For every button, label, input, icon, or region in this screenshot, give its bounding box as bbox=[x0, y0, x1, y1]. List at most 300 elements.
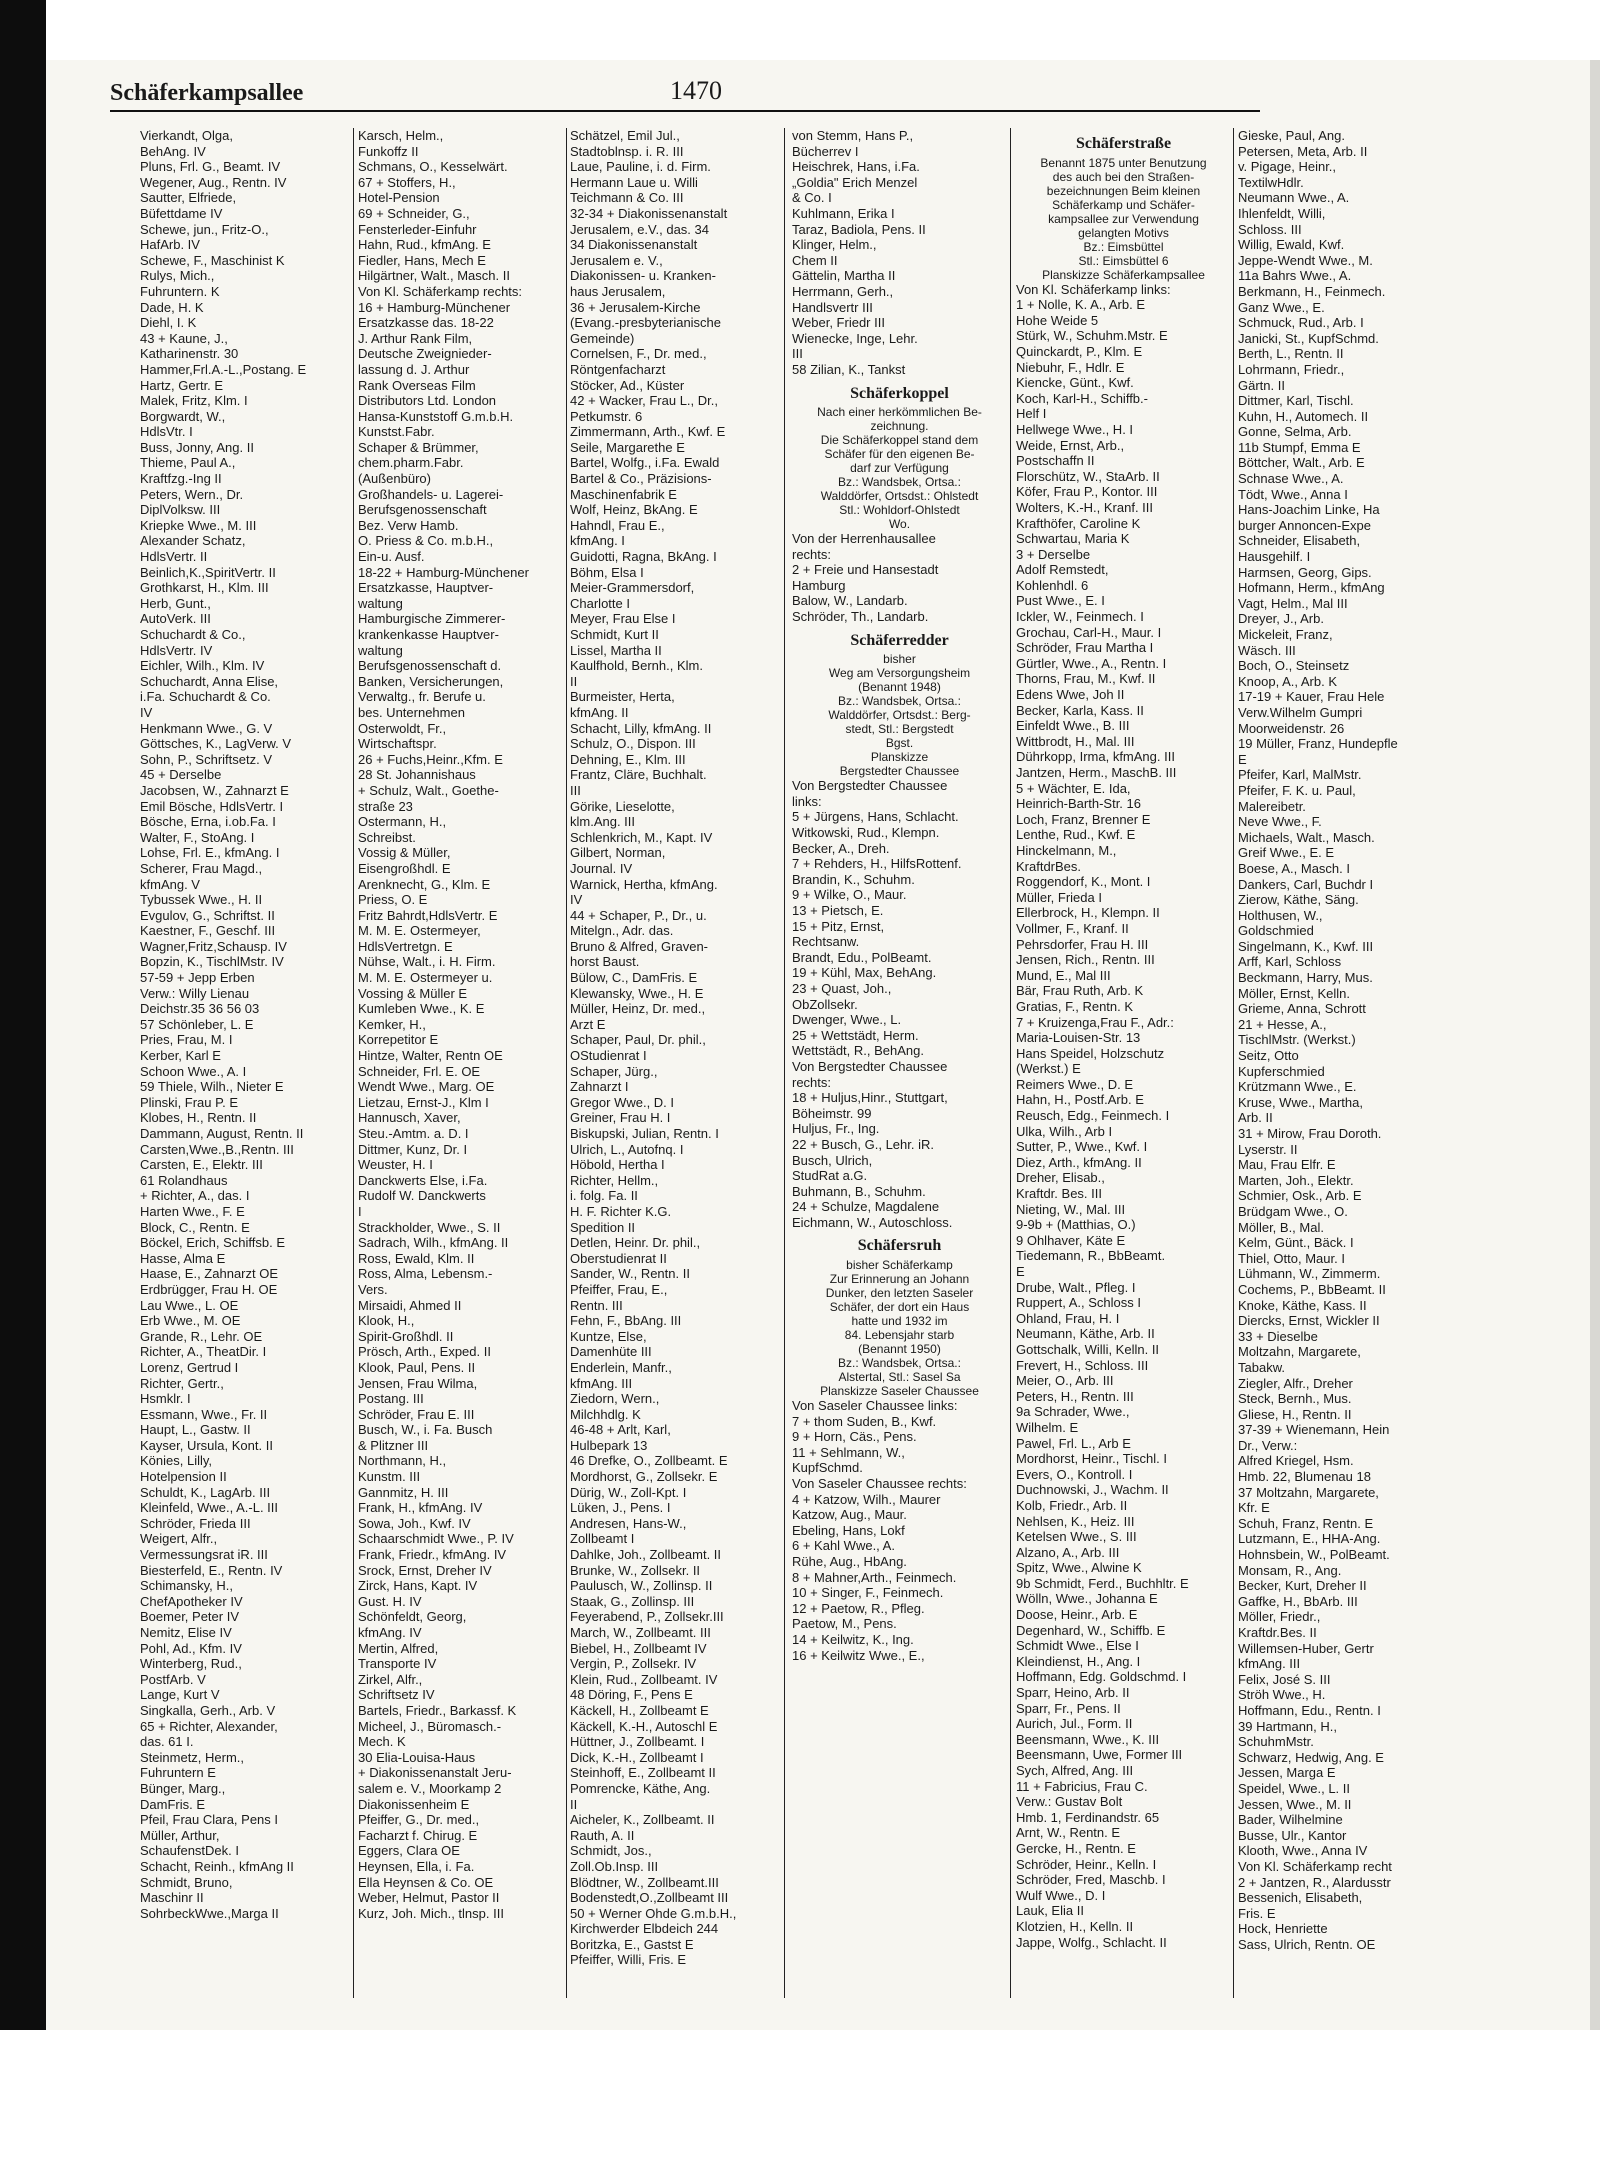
directory-entry: 37 Moltzahn, Margarete, bbox=[1238, 1484, 1379, 1500]
directory-entry: Käckell, K.-H., Autoschl E bbox=[570, 1718, 718, 1734]
directory-entry: Becker, A., Dreh. bbox=[792, 840, 890, 856]
directory-entry: Handlsvertr III bbox=[792, 299, 873, 315]
directory-entry: Von Bergstedter Chaussee bbox=[792, 1058, 948, 1074]
directory-entry: Knoop, A., Arb. K bbox=[1238, 673, 1338, 689]
directory-entry: BehAng. IV bbox=[140, 143, 206, 159]
directory-entry: Tabakw. bbox=[1238, 1359, 1285, 1375]
note-line: Zur Erinnerung an Johann bbox=[829, 1272, 970, 1287]
directory-entry: Göttsches, K., LagVerw. V bbox=[140, 736, 292, 752]
directory-entry: Harten Wwe., F. E bbox=[140, 1203, 245, 1219]
directory-entry: Von Kl. Schäferkamp recht bbox=[1238, 1858, 1392, 1874]
directory-entry: Von Kl. Schäferkamp links: bbox=[1016, 281, 1171, 297]
directory-entry: Berth, L., Rentn. II bbox=[1238, 346, 1344, 362]
directory-entry: Ersatzkasse, Hauptver- bbox=[358, 580, 494, 596]
page-number: 1470 bbox=[670, 76, 722, 105]
directory-entry: Ein-u. Ausf. bbox=[358, 549, 425, 565]
directory-entry: Hammer,Frl.A.-L.,Postang. E bbox=[140, 361, 307, 377]
directory-entry: 9 Ohlhaver, Käte E bbox=[1016, 1232, 1126, 1248]
directory-entry: Dwenger, Wwe., L. bbox=[792, 1012, 902, 1028]
directory-entry: Boemer, Peter IV bbox=[140, 1609, 239, 1625]
directory-entry: Jessen, Wwe., M. II bbox=[1238, 1796, 1352, 1812]
directory-entry: Warnick, Hertha, kfmAng. bbox=[570, 876, 718, 892]
directory-entry: Hermann Laue u. Willi bbox=[570, 174, 698, 190]
directory-entry: Pfeiffer, G., Dr. med., bbox=[358, 1812, 480, 1828]
directory-entry: Arzt E bbox=[570, 1016, 606, 1032]
directory-entry: Katzow, Aug., Maur. bbox=[792, 1507, 907, 1523]
directory-entry: Cochems, P., BbBeamt. II bbox=[1238, 1281, 1386, 1297]
directory-entry: Hannusch, Xaver, bbox=[358, 1110, 461, 1126]
directory-entry: Wäsch. III bbox=[1238, 642, 1296, 658]
directory-entry: Pfeiffer, Frau, E., bbox=[570, 1281, 668, 1297]
directory-entry: Petkumstr. 6 bbox=[570, 408, 643, 424]
directory-entry: Hoffmann, Edu., Rentn. I bbox=[1238, 1702, 1381, 1718]
directory-entry: Arb. II bbox=[1238, 1110, 1273, 1126]
directory-entry: Malereibetr. bbox=[1238, 798, 1306, 814]
directory-entry: Schnase Wwe., A. bbox=[1238, 471, 1344, 487]
directory-entry: Klotzien, H., Kelln. II bbox=[1016, 1918, 1134, 1934]
directory-entry: 32-34 + Diakonissenanstalt bbox=[570, 205, 728, 221]
directory-entry: Mickeleit, Franz, bbox=[1238, 627, 1333, 642]
note-line: Planskizze Schäferkampsallee bbox=[1042, 267, 1205, 282]
directory-entry: Greiner, Frau H. I bbox=[570, 1110, 671, 1126]
directory-entry: Hartz, Gertr. E bbox=[140, 377, 224, 393]
directory-entry: Schröder, Heinr., Kelln. I bbox=[1016, 1856, 1157, 1872]
directory-entry: Frevert, H., Schloss. III bbox=[1016, 1357, 1149, 1373]
directory-entry: links: bbox=[792, 793, 822, 809]
note-line: darf zur Verfügung bbox=[850, 461, 949, 476]
directory-entry: Kleinfeld, Wwe., A.-L. III bbox=[140, 1500, 278, 1516]
directory-entry: Schlenkrich, M., Kapt. IV bbox=[570, 829, 713, 845]
note-line: Benannt 1875 unter Benutzung bbox=[1040, 155, 1207, 170]
directory-entry: Schewe, jun., Fritz-O., bbox=[140, 221, 269, 237]
directory-entry: 9 + Horn, Cäs., Pens. bbox=[792, 1429, 917, 1445]
directory-entry: Dick, K.-H., Zollbeamt I bbox=[570, 1749, 704, 1765]
directory-entry: HdlsVertr. IV bbox=[140, 642, 213, 658]
directory-entry: E bbox=[1016, 1264, 1025, 1279]
directory-entry: Northmann, H., bbox=[358, 1453, 447, 1469]
directory-entry: HdlsVertretgn. E bbox=[358, 938, 453, 954]
directory-entry: Rechtsanw. bbox=[792, 934, 860, 950]
directory-entry: + Schulz, Walt., Goethe- bbox=[358, 782, 499, 798]
directory-entry: 43 + Kaune, J., bbox=[140, 330, 228, 346]
directory-entry: Brunke, W., Zollsekr. II bbox=[570, 1562, 701, 1578]
directory-entry: Arnt, W., Rentn. E bbox=[1016, 1825, 1121, 1841]
directory-entry: Stürk, W., Schuhm.Mstr. E bbox=[1016, 328, 1168, 344]
directory-entry: Weber, Helmut, Pastor II bbox=[358, 1890, 500, 1906]
directory-entry: Schulz, O., Dispon. III bbox=[570, 736, 696, 752]
directory-entry: Zirck, Hans, Kapt. IV bbox=[358, 1578, 478, 1594]
note-line: hatte und 1932 im bbox=[851, 1314, 948, 1329]
directory-entry: Carsten,Wwe.,B.,Rentn. III bbox=[140, 1141, 294, 1157]
directory-entry: Bünger, Marg., bbox=[140, 1780, 226, 1796]
directory-entry: Von der Herrenhausallee bbox=[792, 531, 936, 547]
directory-entry: Block, C., Rentn. E bbox=[140, 1219, 250, 1235]
directory-entry: Von Bergstedter Chaussee bbox=[792, 778, 948, 794]
directory-entry: 48 Döring, F., Pens E bbox=[570, 1687, 693, 1703]
directory-entry: Berufsgenossenschaft d. bbox=[358, 658, 502, 674]
directory-entry: DiplVolksw. III bbox=[140, 502, 221, 518]
directory-entry: Böckel, Erich, Schiffsb. E bbox=[140, 1235, 285, 1251]
directory-entry: Pust Wwe., E. I bbox=[1016, 593, 1105, 609]
directory-entry: M. M. E. Ostermeyer, bbox=[358, 923, 481, 939]
directory-entry: 17-19 + Kauer, Frau Hele bbox=[1238, 689, 1385, 705]
directory-entry: DamFris. E bbox=[140, 1796, 205, 1812]
directory-entry: Hock, Henriette bbox=[1238, 1921, 1328, 1937]
directory-entry: Detlen, Heinr. Dr. phil., bbox=[570, 1235, 701, 1251]
directory-entry: Mau, Frau Elfr. E bbox=[1238, 1157, 1336, 1173]
directory-entry: Krützmann Wwe., E. bbox=[1238, 1079, 1357, 1095]
directory-entry: Ellerbrock, H., Klempn. II bbox=[1016, 905, 1160, 921]
directory-entry: 7 + thom Suden, B., Kwf. bbox=[792, 1413, 937, 1429]
directory-entry: Fuhruntern. K bbox=[140, 283, 220, 299]
directory-entry: 13 + Pietsch, E. bbox=[792, 903, 884, 918]
directory-entry: Fris. E bbox=[1238, 1905, 1276, 1921]
directory-entry: haus Jerusalem, bbox=[570, 283, 666, 299]
directory-entry: 65 + Richter, Alexander, bbox=[140, 1718, 278, 1734]
directory-entry: Gemeinde) bbox=[570, 330, 635, 346]
directory-entry: Schmidt, Kurt II bbox=[570, 627, 659, 642]
directory-entry: Vollmer, F., Kranf. II bbox=[1016, 920, 1129, 936]
directory-entry: Zoll.Ob.Insp. III bbox=[570, 1858, 659, 1874]
directory-entry: TextilwHdlr. bbox=[1238, 174, 1304, 190]
directory-entry: Richter, Hellm., bbox=[570, 1172, 659, 1188]
directory-entry: 28 St. Johannishaus bbox=[358, 767, 476, 783]
directory-entry: 31 + Mirow, Frau Doroth. bbox=[1238, 1126, 1382, 1141]
directory-entry: 37-39 + Wienemann, Hein bbox=[1238, 1422, 1390, 1438]
directory-entry: Grochau, Carl-H., Maur. I bbox=[1016, 624, 1162, 640]
directory-entry: Malek, Fritz, Klm. I bbox=[140, 393, 248, 409]
directory-entry: ChefApotheker IV bbox=[140, 1593, 243, 1609]
street-section-note bbox=[792, 1258, 1007, 1398]
directory-entry: 36 + Jerusalem-Kirche bbox=[570, 299, 701, 315]
directory-entry: Vermessungsrat iR. III bbox=[140, 1547, 268, 1563]
directory-entry: Eggers, Clara OE bbox=[358, 1843, 460, 1859]
directory-entry: Vierkandt, Olga, bbox=[140, 128, 233, 143]
directory-entry: Vossing & Müller E bbox=[358, 985, 468, 1001]
directory-entry: Klook, Paul, Pens. II bbox=[358, 1359, 476, 1375]
directory-entry: Tybussek Wwe., H. II bbox=[140, 892, 263, 908]
directory-entry: 5 + Jürgens, Hans, Schlacht. bbox=[792, 809, 959, 825]
directory-entry: Degenhard, W., Schiffb. E bbox=[1016, 1622, 1166, 1638]
directory-entry: 18 + Huljus,Hinr., Stuttgart, bbox=[792, 1090, 948, 1106]
directory-entry: Maria-Louisen-Str. 13 bbox=[1016, 1030, 1141, 1046]
directory-entry: Hohe Weide 5 bbox=[1016, 312, 1099, 328]
directory-entry: Richter, Gertr., bbox=[140, 1375, 224, 1391]
directory-entry: Edens Wwe, Joh II bbox=[1016, 687, 1125, 703]
note-line: Nach einer herkömmlichen Be- bbox=[817, 405, 982, 420]
directory-entry: Guidotti, Ragna, BkAng. I bbox=[570, 549, 717, 565]
directory-entry: horst Baust. bbox=[570, 954, 640, 970]
directory-entry: Müller, Frieda I bbox=[1016, 889, 1102, 905]
directory-entry: Weuster, H. I bbox=[358, 1157, 433, 1173]
directory-entry: i.Fa. Schuchardt & Co. bbox=[140, 689, 271, 705]
directory-entry: Frantz, Cläre, Buchhalt. bbox=[570, 767, 707, 783]
directory-entry: Niebuhr, F., Hdlr. E bbox=[1016, 359, 1125, 375]
directory-entry: 67 + Stoffers, H., bbox=[358, 174, 456, 190]
directory-entry: 10 + Singer, F., Feinmech. bbox=[792, 1585, 944, 1601]
directory-entry: 58 Zilian, K., Tankst bbox=[792, 361, 906, 377]
directory-entry: Ströh Wwe., H. bbox=[1238, 1687, 1326, 1703]
directory-entry: Hahn, Rud., kfmAng. E bbox=[358, 237, 491, 253]
directory-entry: Diez, Arth., kfmAng. II bbox=[1016, 1154, 1142, 1170]
directory-entry: Großhandels- u. Lagerei- bbox=[358, 486, 504, 502]
note-line: Walddörfer, Ortsdst.: Berg- bbox=[828, 708, 971, 723]
directory-entry: Hansa-Kunststoff G.m.b.H. bbox=[358, 408, 514, 424]
directory-entry: Hilgärtner, Walt., Masch. II bbox=[358, 268, 510, 284]
directory-entry: 11 + Fabricius, Frau C. bbox=[1016, 1778, 1148, 1794]
directory-entry: Moltzahn, Margarete, bbox=[1238, 1344, 1361, 1360]
directory-entry: Alfred Kriegel, Hsm. bbox=[1238, 1453, 1354, 1469]
directory-entry: Peters, H., Rentn. III bbox=[1016, 1388, 1134, 1404]
street-section-title: Schäferredder bbox=[850, 631, 949, 649]
directory-entry: Hotel-Pension bbox=[358, 190, 440, 206]
column-3 bbox=[570, 128, 785, 1998]
directory-entry: Höbold, Hertha I bbox=[570, 1157, 665, 1173]
directory-entry: 2 + Freie und Hansestadt bbox=[792, 562, 939, 578]
directory-entry: Verwaltg., fr. Berufe u. bbox=[358, 689, 486, 705]
directory-entry: Boritzka, E., Gastst E bbox=[570, 1936, 694, 1952]
directory-entry: Essmann, Wwe., Fr. II bbox=[140, 1406, 268, 1422]
directory-entry: straße 23 bbox=[358, 798, 413, 814]
directory-entry: Gättelin, Martha II bbox=[792, 268, 896, 284]
column-2 bbox=[358, 128, 568, 1998]
directory-entry: Meyer, Frau Else I bbox=[570, 611, 676, 627]
directory-entry: Gottschalk, Willi, Kelln. II bbox=[1016, 1341, 1160, 1357]
directory-entry: Gregor Wwe., D. I bbox=[570, 1094, 675, 1110]
directory-entry: Schimansky, H., bbox=[140, 1578, 233, 1594]
directory-entry: Andresen, Hans-W., bbox=[570, 1515, 687, 1531]
directory-entry: Deichstr.35 36 56 03 bbox=[140, 1001, 260, 1017]
directory-entry: TischlMstr. (Werkst.) bbox=[1238, 1032, 1356, 1048]
directory-entry: Haupt, L., Gastw. II bbox=[140, 1422, 251, 1438]
directory-entry: Carsten, E., Elektr. III bbox=[140, 1157, 263, 1173]
directory-entry: Karsch, Helm., bbox=[358, 128, 444, 143]
directory-entry: Von Kl. Schäferkamp rechts: bbox=[358, 283, 523, 299]
directory-entry: Dührkopp, Irma, kfmAng. III bbox=[1016, 749, 1175, 765]
directory-entry: Lau Wwe., L. OE bbox=[140, 1297, 239, 1313]
directory-entry: Koch, Karl-H., Schiffb.- bbox=[1016, 390, 1148, 406]
directory-entry: Walter, F., StoAng. I bbox=[140, 829, 255, 845]
directory-entry: HafArb. IV bbox=[140, 237, 200, 253]
directory-entry: Charlotte I bbox=[570, 595, 630, 611]
directory-entry: 39 Hartmann, H., bbox=[1238, 1718, 1337, 1734]
directory-entry: kfmAng. I bbox=[570, 533, 625, 549]
directory-entry: Loch, Franz, Brenner E bbox=[1016, 811, 1151, 827]
directory-entry: Paulusch, W., Zollinsp. II bbox=[570, 1578, 713, 1594]
directory-entry: Wulf Wwe., D. I bbox=[1016, 1887, 1106, 1903]
directory-entry: Prösch, Arth., Exped. II bbox=[358, 1344, 491, 1360]
directory-entry: Osterwoldt, Fr., bbox=[358, 720, 447, 736]
directory-entry: Ersatzkasse das. 18-22 bbox=[358, 315, 494, 331]
directory-entry: Klooth, Wwe., Anna IV bbox=[1238, 1843, 1368, 1859]
directory-entry: Bartel, Wolfg., i.Fa. Ewald bbox=[570, 455, 720, 471]
directory-entry: Hoffmann, Edg. Goldschmd. I bbox=[1016, 1669, 1187, 1685]
directory-entry: Micheel, J., Büromasch.- bbox=[358, 1718, 502, 1734]
directory-entry: Heynsen, Ella, i. Fa. bbox=[358, 1858, 475, 1874]
directory-entry: Hmb. 22, Blumenau 18 bbox=[1238, 1469, 1371, 1485]
directory-entry: Kraftdr.Bes. II bbox=[1238, 1625, 1317, 1640]
directory-entry: 46 Drefke, O., Zollbeamt. E bbox=[570, 1453, 728, 1469]
street-section-title: Schäferstraße bbox=[1075, 135, 1172, 152]
note-line: zeichnung. bbox=[870, 419, 929, 434]
directory-entry: Burmeister, Herta, bbox=[570, 689, 675, 705]
directory-entry: Buss, Jonny, Ang. II bbox=[140, 439, 254, 455]
directory-entry: Eichler, Wilh., Klm. IV bbox=[140, 658, 265, 674]
directory-entry: II bbox=[570, 1796, 578, 1812]
directory-entry: Hmb. 1, Ferdinandstr. 65 bbox=[1016, 1809, 1160, 1825]
directory-entry: Nühse, Walt., i. H. Firm. bbox=[358, 954, 496, 970]
directory-entry: Kemker, H., bbox=[358, 1016, 426, 1032]
directory-entry: Willig, Ewald, Kwf. bbox=[1238, 237, 1345, 253]
directory-entry: kfmAng. IV bbox=[358, 1625, 422, 1640]
directory-entry: 61 Rolandhaus bbox=[140, 1172, 228, 1188]
directory-entry: Hellwege Wwe., H. I bbox=[1016, 421, 1134, 437]
directory-entry: Diakonissen- u. Kranken- bbox=[570, 268, 716, 284]
note-line: des auch bei den Straßen- bbox=[1052, 169, 1195, 184]
directory-entry: KraftdrBes. bbox=[1016, 858, 1082, 874]
directory-entry: 23 + Quast, Joh., bbox=[792, 980, 892, 996]
directory-entry: Grande, R., Lehr. OE bbox=[140, 1328, 263, 1344]
directory-entry: Katharinenstr. 30 bbox=[140, 346, 239, 362]
directory-entry: Kriepke Wwe., M. III bbox=[140, 517, 257, 533]
street-section-note bbox=[792, 405, 1007, 531]
directory-entry: Schacht, Lilly, kfmAng. II bbox=[570, 720, 712, 736]
directory-entry: Thorns, Frau, M., Kwf. II bbox=[1016, 671, 1156, 687]
directory-entry: Buhmann, B., Schuhm. bbox=[792, 1183, 926, 1199]
directory-entry: Hans-Joachim Linke, Ha bbox=[1238, 502, 1380, 518]
directory-entry: Köfer, Frau P., Kontor. III bbox=[1016, 484, 1158, 500]
directory-entry: Meier, O., Arb. III bbox=[1016, 1373, 1114, 1389]
directory-entry: Jerusalem e. V., bbox=[570, 252, 663, 268]
directory-entry: Vers. bbox=[358, 1281, 388, 1297]
directory-entry: Evers, O., Kontroll. I bbox=[1016, 1466, 1133, 1482]
directory-entry: Zimmermann, Arth., Kwf. E bbox=[570, 424, 726, 440]
directory-entry: Biebel, H., Zollbeamt IV bbox=[570, 1640, 707, 1656]
directory-entry: Bartel & Co., Präzisions- bbox=[570, 471, 712, 487]
directory-entry: Hulbepark 13 bbox=[570, 1437, 648, 1453]
directory-entry: Schneider, Elisabeth, bbox=[1238, 533, 1361, 549]
directory-entry: Laue, Pauline, i. d. Firm. bbox=[570, 159, 711, 175]
directory-entry: Aurich, Jul., Form. II bbox=[1016, 1716, 1133, 1732]
directory-entry: burger Annoncen-Expe bbox=[1238, 517, 1371, 533]
directory-entry: Beensmann, Wwe., K. III bbox=[1016, 1731, 1160, 1747]
directory-entry: rechts: bbox=[792, 546, 832, 562]
directory-entry: Schätzel, Emil Jul., bbox=[570, 128, 680, 143]
directory-entry: Funkoffz II bbox=[358, 143, 419, 159]
directory-entry: krankenkasse Hauptver- bbox=[358, 627, 499, 642]
directory-entry: Strackholder, Wwe., S. II bbox=[358, 1219, 501, 1235]
directory-entry: Gercke, H., Rentn. E bbox=[1016, 1840, 1136, 1856]
directory-entry: Frank, Friedr., kfmAng. IV bbox=[358, 1547, 507, 1563]
directory-entry: Schuldt, K., LagArb. III bbox=[140, 1484, 271, 1500]
directory-entry: Sass, Ulrich, Rentn. OE bbox=[1238, 1936, 1376, 1952]
directory-entry: Hahndl, Frau E., bbox=[570, 517, 665, 533]
directory-entry: Busse, Ulr., Kantor bbox=[1238, 1827, 1347, 1843]
directory-entry: Käckell, H., Zollbeamt E bbox=[570, 1702, 709, 1718]
note-line: Bergstedter Chaussee bbox=[839, 764, 960, 779]
directory-entry: Jensen, Rich., Rentn. III bbox=[1016, 952, 1155, 968]
directory-entry: Srock, Ernst, Dreher IV bbox=[358, 1562, 492, 1578]
directory-entry: Speidel, Wwe., L. II bbox=[1238, 1780, 1350, 1796]
directory-entry: II bbox=[570, 673, 578, 689]
directory-entry: Kayser, Ursula, Kont. II bbox=[140, 1437, 273, 1453]
directory-entry: Fensterleder-Einfuhr bbox=[358, 221, 477, 237]
directory-entry: Wegener, Aug., Rentn. IV bbox=[140, 174, 287, 190]
directory-entry: Pomrencke, Käthe, Ang. bbox=[570, 1780, 711, 1796]
directory-entry: Paetow, M., Pens. bbox=[792, 1616, 897, 1632]
directory-entry: Arff, Karl, Schloss bbox=[1238, 954, 1342, 970]
directory-entry: Winterberg, Rud., bbox=[140, 1656, 242, 1672]
directory-entry: Quinckardt, P., Klm. E bbox=[1016, 343, 1143, 359]
directory-entry: Herrmann, Gerh., bbox=[792, 283, 894, 299]
note-line: Bgst. bbox=[885, 736, 914, 751]
directory-entry: Taraz, Badiola, Pens. II bbox=[792, 221, 926, 237]
directory-entry: 57 Schönleber, L. E bbox=[140, 1016, 254, 1032]
directory-entry: Gannmitz, H. III bbox=[358, 1484, 449, 1500]
directory-entry: (Außenbüro) bbox=[358, 471, 431, 487]
directory-entry: Balow, W., Landarb. bbox=[792, 593, 908, 609]
directory-entry: Mertin, Alfred, bbox=[358, 1640, 439, 1656]
note-line: gelangten Motivs bbox=[1078, 225, 1169, 240]
directory-entry: KupfSchmd. bbox=[792, 1460, 863, 1476]
directory-entry: Ostermann, H., bbox=[358, 814, 447, 830]
directory-entry: kfmAng. II bbox=[570, 704, 629, 720]
directory-entry: Facharzt f. Chirug. E bbox=[358, 1827, 478, 1843]
directory-entry: Lohse, Frl. E., kfmAng. I bbox=[140, 845, 280, 861]
directory-entry: Lohrmann, Friedr., bbox=[1238, 361, 1345, 377]
directory-entry: O. Priess & Co. m.b.H., bbox=[358, 533, 494, 549]
directory-entry: Schaper, Paul, Dr. phil., bbox=[570, 1032, 706, 1048]
directory-entry: Schmidt, Jos., bbox=[570, 1843, 652, 1859]
street-section-note bbox=[792, 652, 1007, 778]
directory-entry: Wienecke, Inge, Lehr. bbox=[792, 330, 918, 346]
directory-entry: Moorweidenstr. 26 bbox=[1238, 720, 1345, 736]
scan-dark-edge bbox=[0, 0, 46, 2030]
directory-entry: Evgulov, G., Schriftst. II bbox=[140, 907, 275, 923]
directory-entry: Dreher, Elisab., bbox=[1016, 1170, 1105, 1186]
directory-entry: Eisengroßhdl. E bbox=[358, 860, 451, 876]
directory-entry: Petersen, Meta, Arb. II bbox=[1238, 143, 1368, 159]
directory-entry: Thieme, Paul A., bbox=[140, 455, 236, 471]
directory-entry: Bösche, Erna, i.ob.Fa. I bbox=[140, 814, 276, 830]
directory-entry: Kumleben Wwe., K. E bbox=[358, 1001, 485, 1017]
directory-entry: Deutsche Zweignieder- bbox=[358, 346, 492, 362]
page-header bbox=[110, 76, 1260, 112]
directory-entry: Kuntze, Else, bbox=[570, 1328, 647, 1344]
directory-entry: Berufsgenossenschaft bbox=[358, 502, 487, 518]
directory-entry: Heischrek, Hans, i.Fa. bbox=[792, 159, 920, 175]
directory-entry: Michaels, Walt., Masch. bbox=[1238, 829, 1375, 845]
directory-entry: Verw.: Willy Lienau bbox=[140, 985, 250, 1001]
directory-entry: (Werkst.) E bbox=[1016, 1061, 1081, 1077]
directory-entry: kfmAng. V bbox=[140, 876, 200, 892]
directory-entry: Könies, Lilly, bbox=[140, 1453, 213, 1469]
directory-entry: 1 + Nolle, K. A., Arb. E bbox=[1016, 297, 1145, 313]
directory-entry: 22 + Busch, G., Lehr. iR. bbox=[792, 1136, 934, 1152]
directory-entry: Rühe, Aug., HbAng. bbox=[792, 1554, 907, 1569]
directory-entry: Böhm, Elsa I bbox=[570, 564, 644, 580]
directory-entry: Jappe, Wolfg., Schlacht. II bbox=[1016, 1934, 1167, 1950]
directory-entry: v. Pigage, Heinr., bbox=[1238, 159, 1337, 175]
directory-entry: Schröder, Fred, Maschb. I bbox=[1016, 1872, 1166, 1888]
directory-entry: Wolters, K.-H., Kranf. III bbox=[1016, 499, 1154, 515]
directory-entry: Pehrsdorfer, Frau H. III bbox=[1016, 936, 1149, 952]
directory-entry: Hans Speidel, Holzschutz bbox=[1016, 1045, 1165, 1061]
note-line: Walddörfer, Ortsdst.: Ohlstedt bbox=[820, 489, 979, 504]
directory-entry: Mirsaidi, Ahmed II bbox=[358, 1297, 462, 1313]
directory-entry: Dürig, W., Zoll-Kpt. I bbox=[570, 1484, 687, 1500]
directory-entry: Pfeiffer, Willi, Fris. E bbox=[570, 1952, 687, 1968]
